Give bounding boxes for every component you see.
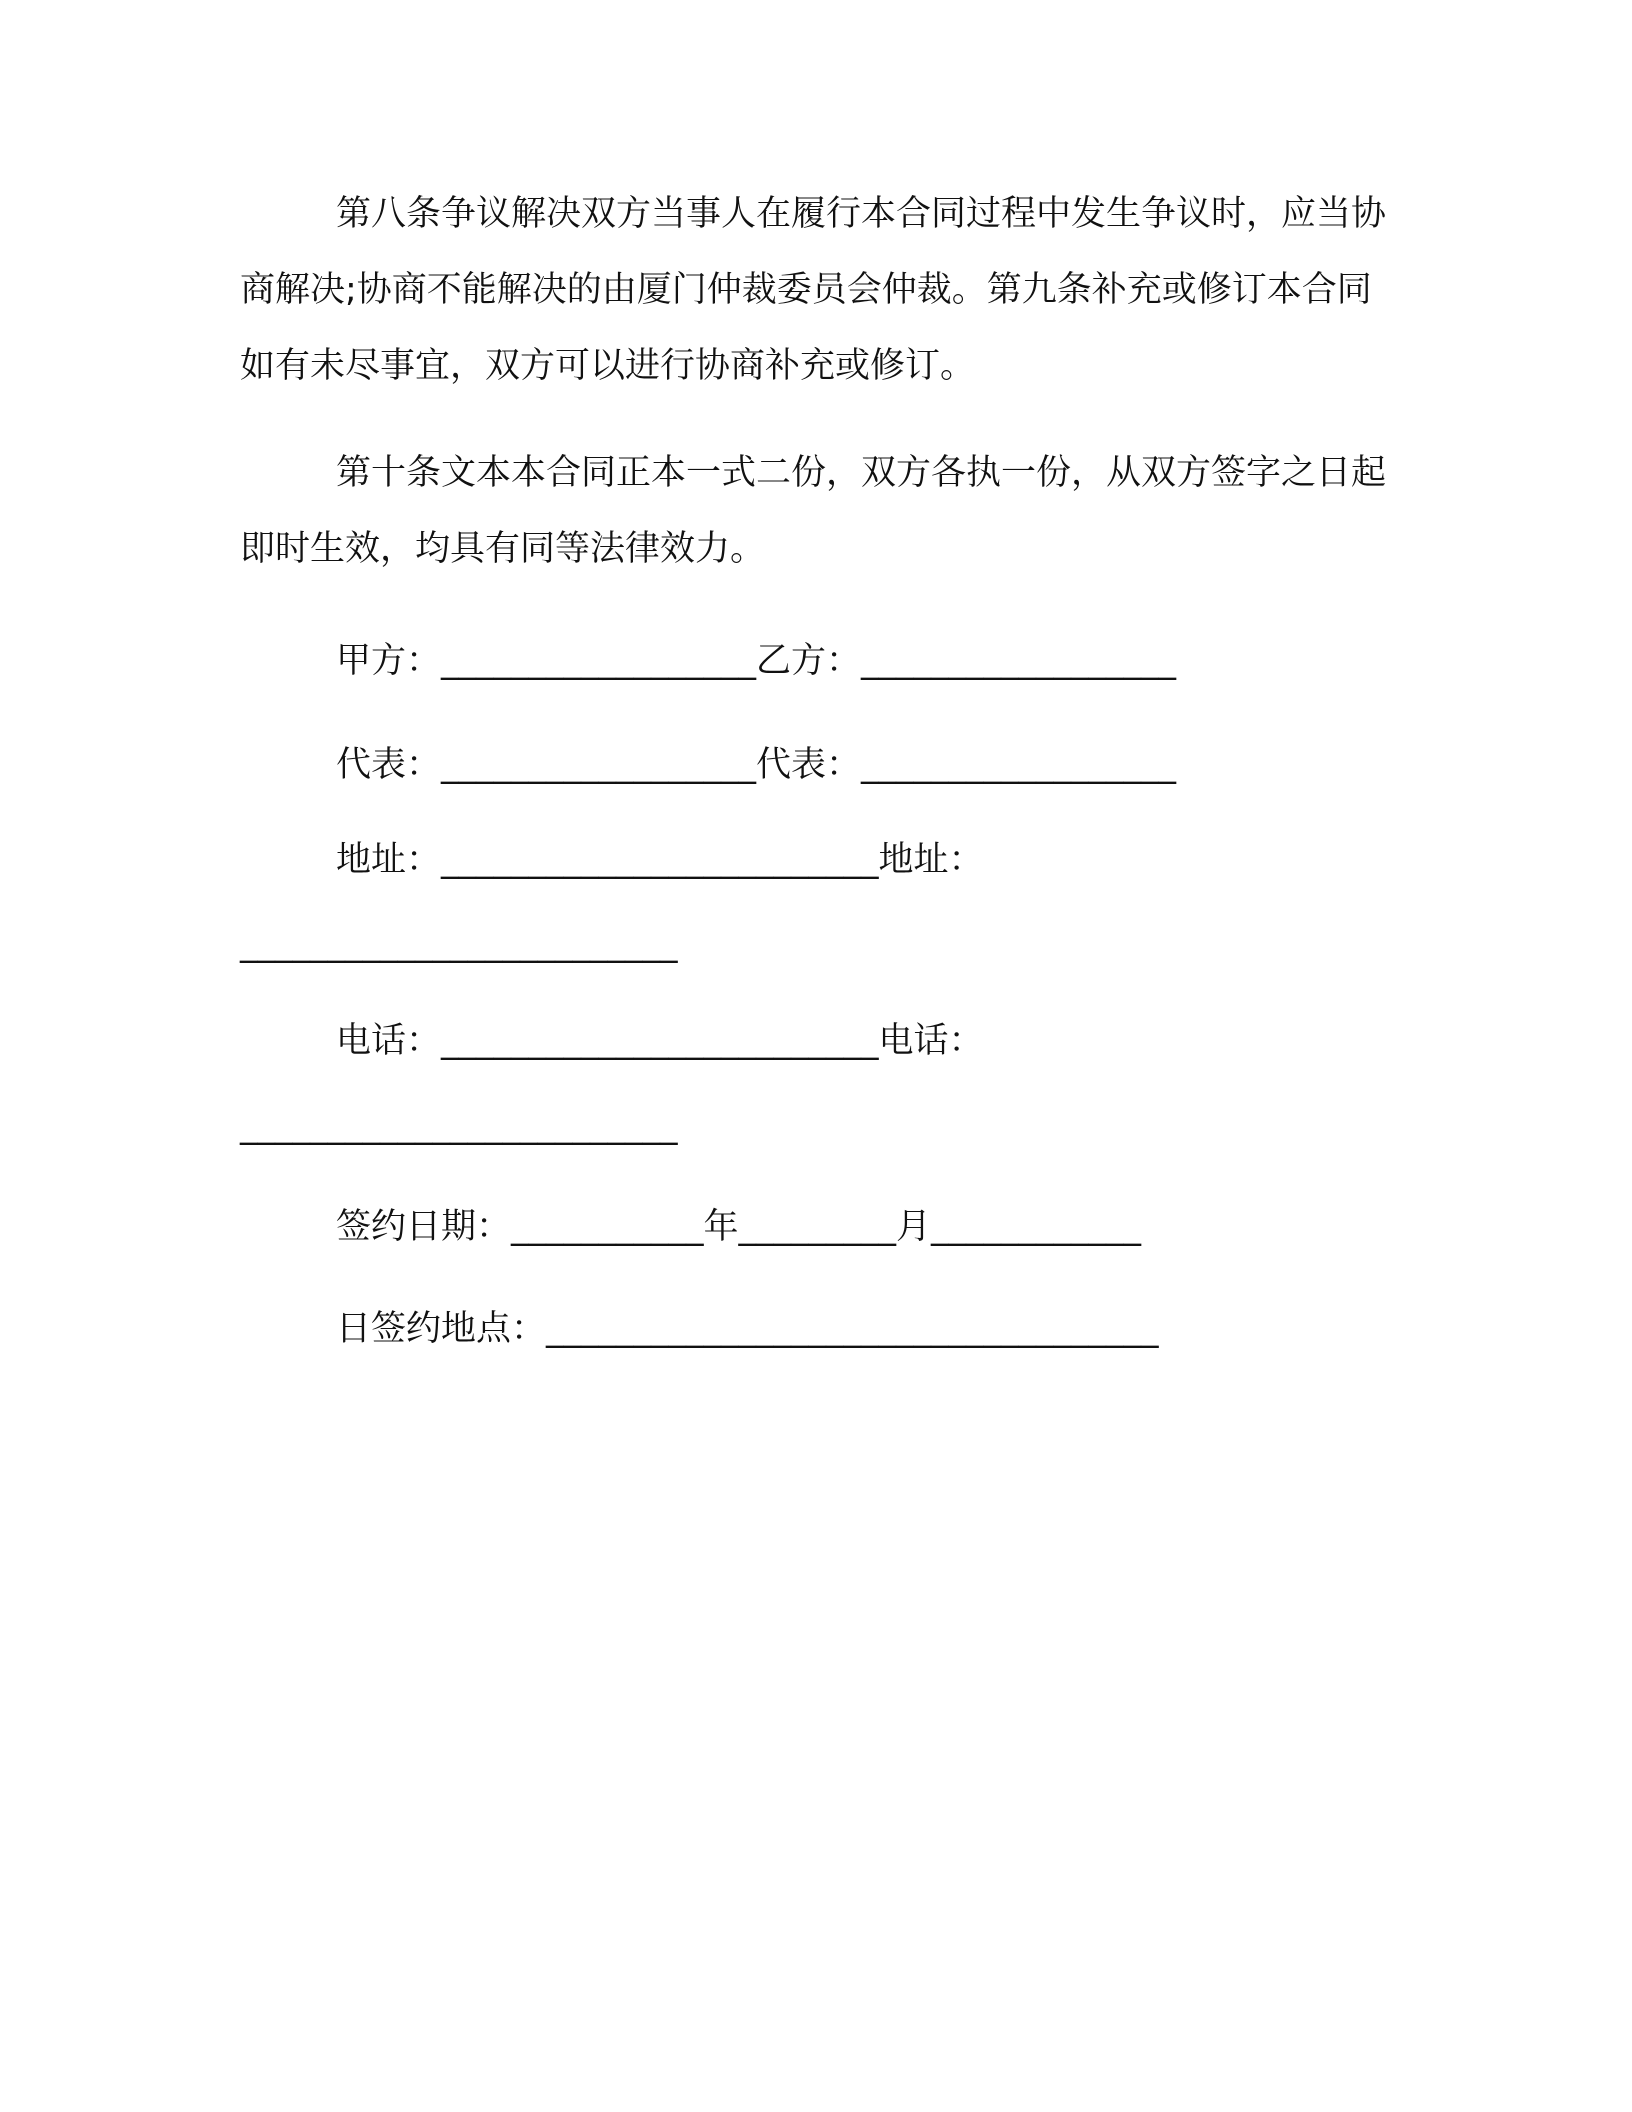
- address-line: 地址：_________________________地址：: [336, 840, 984, 880]
- representative-line: 代表：__________________代表：__________________: [336, 745, 1177, 785]
- party-line: 甲方：__________________乙方：__________________: [336, 641, 1177, 681]
- phone-line: 电话：_________________________电话：: [336, 1021, 984, 1061]
- signing-place-line: 日签约地点：___________________________________: [336, 1309, 1159, 1349]
- clause-ten-paragraph: 第十条文本本合同正本一式二份，双方各执一份，从双方签字之日起即时生效，均具有同等法律效力。: [240, 453, 1387, 569]
- address-continuation: _________________________: [240, 924, 678, 964]
- clause-eight-nine-paragraph: 第八条争议解决双方当事人在履行本合同过程中发生争议时，应当协商解决;协商不能解决的由厦门仲裁委员会仲裁。第九条补充或修订本合同如有未尽事宜，双方可以进行协商补充或修订。: [240, 194, 1387, 386]
- signing-date-line: 签约日期：___________年_________月____________: [336, 1207, 1142, 1247]
- phone-continuation: _________________________: [240, 1106, 678, 1146]
